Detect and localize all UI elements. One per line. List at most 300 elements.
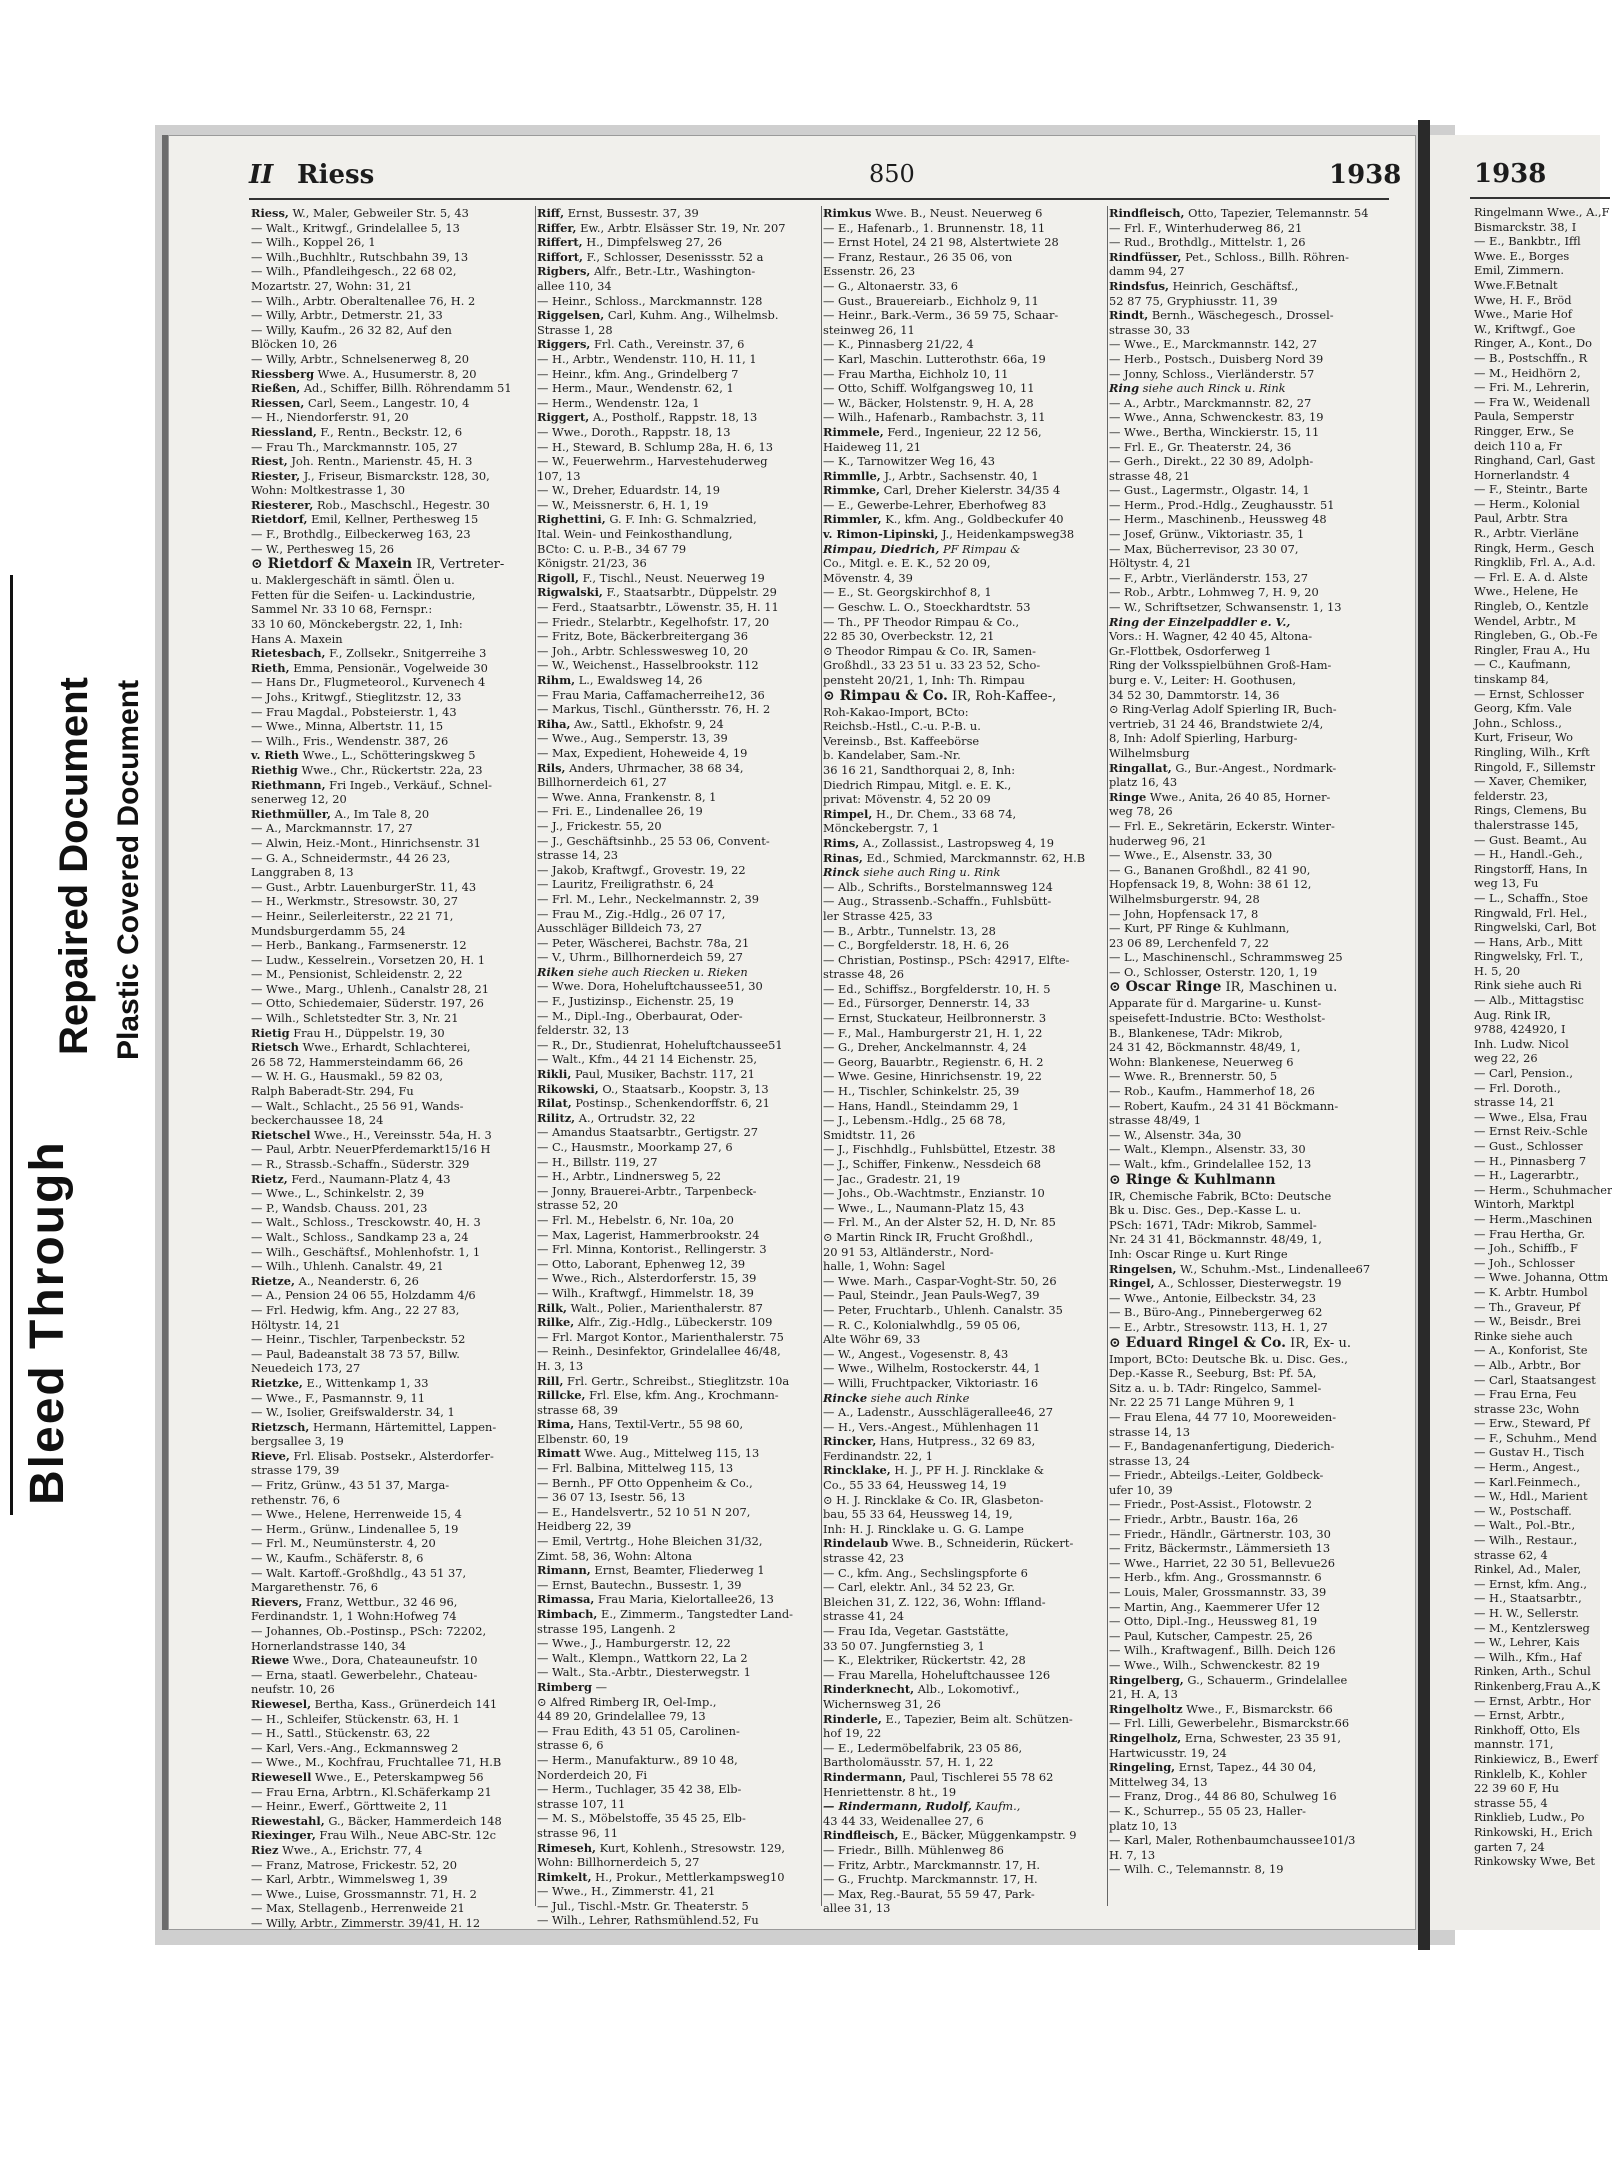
entry-text: — Wwe., Rich., Alsterdorferstr. 15, 39 <box>537 1271 757 1286</box>
directory-entry <box>537 1330 819 1345</box>
entry-text: Wwe., L., Schötteringskweg 5 <box>302 748 476 763</box>
next-page-entry: — Erw., Steward, Pf <box>1474 1416 1590 1431</box>
entry-text: — W., Isolier, Greifswalderstr. 34, 1 <box>251 1405 455 1420</box>
entry-text: — Wilh.,Buchhltr., Rutschbahn 39, 13 <box>251 249 469 264</box>
directory-entry <box>823 1040 1105 1055</box>
directory-entry <box>537 1753 819 1768</box>
directory-entry <box>251 1026 533 1041</box>
entry-text: Wwe., F., Bismarckstr. 66 <box>1186 1701 1333 1716</box>
entry-text: J., Friseur, Bismarckstr. 128, 30, <box>303 468 490 483</box>
entry-text: Alfr., Zig.-Hdlg., Lübeckerstr. 109 <box>577 1315 773 1330</box>
entry-text: — Alb., Schrifts., Borstelmannsweg 124 <box>823 879 1053 894</box>
entry-text: Joh. Rentn., Marienstr. 45, H. 3 <box>291 454 473 469</box>
directory-entry <box>537 527 819 542</box>
directory-entry <box>1109 921 1391 936</box>
directory-entry <box>251 279 533 294</box>
directory-entry <box>1109 512 1391 527</box>
entry-text: — K., Elektriker, Rückertstr. 42, 28 <box>823 1653 1026 1668</box>
entry-text: 36 16 21, Sandthorquai 2, 8, Inh: <box>823 762 1016 777</box>
entry-text: — Walt., Schloss., Tresckowstr. 40, H. 3 <box>251 1215 481 1230</box>
entry-text: Co., Mitgl. e. E. K., 52 20 09, <box>823 556 991 571</box>
next-page-entry: — Carl, Pension., <box>1474 1066 1574 1081</box>
entry-text: — M. S., Möbelstoffe, 35 45 25, Elb- <box>537 1811 746 1826</box>
entry-text: — Frau Ida, Vegetar. Gaststätte, <box>823 1624 1009 1638</box>
entry-text: Frau H., Düppelstr. 19, 30 <box>293 1025 445 1040</box>
directory-entry <box>537 892 819 907</box>
directory-entry <box>251 542 533 557</box>
directory-entry <box>1109 1320 1391 1335</box>
directory-entry <box>823 1872 1105 1887</box>
entry-text: — H., Arbtr., Lindnersweg 5, 22 <box>537 1169 721 1184</box>
entry-text: Blöcken 10, 26 <box>251 337 338 352</box>
entry-text: Ferd., Ingenieur, 22 12 56, <box>887 424 1042 439</box>
directory-entry <box>823 1478 1105 1493</box>
directory-entry <box>1109 600 1391 615</box>
directory-entry <box>537 250 819 265</box>
entry-text: Mundsburgerdamm 55, 24 <box>251 923 406 938</box>
entry-text: felderstr. 32, 13 <box>537 1023 630 1038</box>
entry-text: 43 44 33, Weidenallee 27, 6 <box>823 1813 984 1828</box>
entry-text: — Karl, Maschin. Lutterothstr. 66a, 19 <box>823 351 1046 366</box>
directory-entry <box>823 1566 1105 1581</box>
entry-text: — Ernst Hotel, 24 21 98, Alstertwiete 28 <box>823 235 1059 250</box>
next-page-entry: — Fra W., Weidenall <box>1474 394 1590 409</box>
entry-text: — Paul, Kutscher, Campestr. 25, 26 <box>1109 1628 1313 1643</box>
directory-entry <box>537 1271 819 1286</box>
entry-text: Wwe., Anita, 26 40 85, Horner- <box>1149 789 1331 804</box>
entry-text: — O., Schlosser, Osterstr. 120, 1, 19 <box>1109 964 1318 979</box>
entry-text: Großhdl., 33 23 51 u. 33 23 52, Scho- <box>823 658 1041 673</box>
entry-text: Kaufm., <box>975 1799 1021 1814</box>
entry-text: — Georg, Bauarbtr., Regienstr. 6, H. 2 <box>823 1054 1044 1069</box>
directory-entry <box>537 221 819 236</box>
entry-text: — Willy, Arbtr., Zimmerstr. 39/41, H. 12 <box>251 1915 481 1930</box>
directory-entry <box>823 1770 1105 1785</box>
directory-entry <box>251 1099 533 1114</box>
directory-entry <box>537 1709 819 1724</box>
directory-entry <box>823 1376 1105 1391</box>
directory-entry <box>537 877 819 892</box>
entry-text: PF Rimpau & <box>942 541 1021 556</box>
entry-text: — Friedr., Billh. Mühlenweg 86 <box>823 1842 1004 1857</box>
entry-text: — F., Bandagenanfertigung, Diederich- <box>1109 1439 1335 1454</box>
directory-entry <box>251 807 533 822</box>
entry-text: G., Bäcker, Hammerdeich 148 <box>328 1813 502 1828</box>
directory-entry <box>251 1799 533 1814</box>
next-page-entry: Ringklib, Frl. A., A.d. <box>1474 555 1596 570</box>
entry-text: ⊙ Ring-Verlag Adolf Spierling IR, Buch- <box>1109 702 1337 717</box>
entry-text: 23 06 89, Lerchenfeld 7, 22 <box>1109 935 1270 950</box>
directory-entry <box>537 1695 819 1710</box>
next-page-entry: — Alb., Mittagstisc <box>1474 993 1584 1008</box>
directory-entry <box>537 1490 819 1505</box>
entry-text: — Ed., Fürsorger, Dennerstr. 14, 33 <box>823 996 1030 1011</box>
directory-entry <box>1109 1556 1391 1571</box>
directory-entry <box>251 632 533 647</box>
entry-text: — 36 07 13, Isestr. 56, 13 <box>537 1490 686 1505</box>
directory-entry <box>823 585 1105 600</box>
directory-entry <box>823 894 1105 909</box>
directory-entry <box>1109 1702 1391 1717</box>
entry-text: Essenstr. 26, 23 <box>823 264 916 279</box>
directory-entry <box>251 1084 533 1099</box>
entry-surname: Righettini, <box>537 512 606 527</box>
next-page-entry: Rinkel, Ad., Maler, <box>1474 1562 1582 1577</box>
entry-text: burg e. V., Leiter: H. Goothusen, <box>1109 673 1297 687</box>
entry-text: — J., Frickestr. 55, 20 <box>537 818 662 833</box>
directory-entry <box>537 658 819 673</box>
directory-entry <box>251 1376 533 1391</box>
repaired-document-stamp: Repaired Document <box>52 677 96 1055</box>
entry-surname: Riggert, <box>537 410 590 425</box>
entry-text: A., Neanderstr. 6, 26 <box>298 1273 419 1288</box>
directory-entry <box>251 996 533 1011</box>
directory-entry <box>537 1140 819 1155</box>
directory-entry <box>251 1069 533 1084</box>
entry-text: — Emil, Vertrtg., Hohe Bleichen 31/32, <box>537 1534 763 1549</box>
entry-text: — J., Geschäftsinhb., 25 53 06, Convent- <box>537 833 770 848</box>
entry-text: steinweg 26, 11 <box>823 322 915 337</box>
entry-text: — Ernst, Bautechn., Bussestr. 1, 39 <box>537 1577 742 1592</box>
directory-entry <box>823 615 1105 630</box>
directory-entry <box>1109 483 1391 498</box>
directory-entry <box>251 1420 533 1435</box>
directory-entry <box>251 1011 533 1026</box>
directory-entry <box>251 1230 533 1245</box>
entry-text: Postinsp., Schenkendorffstr. 6, 21 <box>575 1096 770 1111</box>
entry-surname: Riester, <box>251 468 301 483</box>
next-page-entry: Wwe, H. F., Bröd <box>1474 292 1572 307</box>
entry-text: — Max, Expedient, Hoheweide 4, 19 <box>537 745 748 760</box>
directory-entry <box>1109 892 1391 907</box>
entry-text: — Frau M., Zig.-Hdlg., 26 07 17, <box>537 906 726 921</box>
entry-text: Bleichen 31, Z. 122, 36, Wohn: Iffland- <box>823 1594 1046 1609</box>
next-page-entry: Rinken, Arth., Schul <box>1474 1664 1591 1679</box>
entry-surname: Rima, <box>537 1417 575 1432</box>
directory-entry <box>823 1011 1105 1026</box>
next-page-entry: Rinkhoff, Otto, Els <box>1474 1722 1580 1737</box>
directory-entry <box>823 953 1105 968</box>
directory-entry <box>823 1084 1105 1099</box>
entry-text: ufer 10, 39 <box>1109 1482 1173 1497</box>
entry-text: — Wwe. Anna, Frankenstr. 8, 1 <box>537 789 717 804</box>
next-page-entry: — M., Kentzlersweg <box>1474 1620 1590 1635</box>
entry-text: Wilhelmsburgerstr. 94, 28 <box>1109 891 1260 906</box>
directory-entry <box>823 1595 1105 1610</box>
column-2 <box>537 206 819 1928</box>
next-page-entry: Rinklieb, Ludw., Po <box>1474 1810 1585 1825</box>
next-page-entry: Ringk, Herm., Gesch <box>1474 540 1595 555</box>
entry-text: Sammel Nr. 33 10 68, Fernspr.: <box>251 602 433 617</box>
directory-entry <box>823 1463 1105 1478</box>
entry-surname: Rietschel <box>251 1127 311 1142</box>
entry-surname: Riewesell <box>251 1769 312 1784</box>
entry-surname: Rikowski, <box>537 1081 599 1096</box>
next-page-entry: Rinkowsky Wwe, Bet <box>1474 1854 1595 1869</box>
next-page-entry: Rinkenberg,Frau A.,K <box>1474 1678 1600 1693</box>
entry-text: beckerchaussee 18, 24 <box>251 1113 384 1128</box>
directory-entry <box>823 1682 1105 1697</box>
next-page-entry: strasse 55, 4 <box>1474 1795 1548 1810</box>
entry-text: — Wilh., Uhlenh. Canalstr. 49, 21 <box>251 1259 444 1274</box>
directory-entry <box>1109 1410 1391 1425</box>
entry-text: — Hans, Handl., Steindamm 29, 1 <box>823 1098 1020 1113</box>
directory-entry <box>251 1463 533 1478</box>
directory-entry <box>251 206 533 221</box>
entry-surname: Rimmele, <box>823 424 884 439</box>
entry-text: — E., Ledermöbelfabrik, 23 05 86, <box>823 1740 1023 1755</box>
entry-text: siehe auch Riecken u. Rieken <box>577 964 748 979</box>
directory-entry <box>823 734 1105 749</box>
directory-entry <box>537 1446 819 1461</box>
entry-text: — Jac., Gradestr. 21, 19 <box>823 1171 961 1186</box>
next-page-entry: Ringleb, O., Kentzle <box>1474 599 1589 614</box>
directory-entry <box>537 1155 819 1170</box>
entry-text: Wilhelmsburg <box>1109 745 1190 760</box>
entry-text: strasse 107, 11 <box>537 1796 626 1811</box>
entry-surname: Riest, <box>251 454 288 469</box>
entry-text: — Frl. M., Neumünsterstr. 4, 20 <box>251 1536 436 1551</box>
entry-text: — Karl, Arbtr., Wimmelsweg 1, 39 <box>251 1872 448 1887</box>
entry-text: hof 19, 22 <box>823 1726 882 1741</box>
directory-entry <box>823 250 1105 265</box>
directory-entry <box>823 556 1105 571</box>
entry-text: — R., Dr., Studienrat, Hoheluftchaussee51 <box>537 1037 783 1052</box>
directory-entry <box>251 1639 533 1654</box>
directory-entry <box>823 294 1105 309</box>
entry-text: — V., Uhrm., Billhornerdeich 59, 27 <box>537 950 743 965</box>
directory-entry <box>823 821 1105 836</box>
directory-entry <box>251 1770 533 1785</box>
entry-text: Bernh., Wäschegesch., Drossel- <box>1151 308 1334 323</box>
entry-text: Co., 55 33 64, Heussweg 14, 19 <box>823 1478 1007 1493</box>
directory-entry <box>537 1125 819 1140</box>
entry-text: — Ferd., Staatsarbtr., Löwenstr. 35, H. 11 <box>537 600 779 615</box>
entry-text: — Wwe., Wilhelm, Rostockerstr. 44, 1 <box>823 1361 1041 1376</box>
entry-text: Paul, Musiker, Bachstr. 117, 21 <box>574 1067 755 1082</box>
entry-text: — Robert, Kaufm., 24 31 41 Böckmann- <box>1109 1098 1339 1113</box>
directory-entry <box>251 1901 533 1916</box>
entry-surname: Rießen, <box>251 381 301 396</box>
entry-text: 22 85 30, Overbeckstr. 12, 21 <box>823 629 995 644</box>
directory-entry <box>823 865 1105 880</box>
directory-entry <box>251 396 533 411</box>
directory-entry <box>823 1507 1105 1522</box>
directory-entry <box>823 425 1105 440</box>
entry-text: — Kurt, PF Ringe & Kuhlmann, <box>1109 921 1290 936</box>
entry-text: Inh: Oscar Ringe u. Kurt Ringe <box>1109 1246 1288 1261</box>
entry-surname: Ringe <box>1109 789 1147 804</box>
directory-entry <box>823 1639 1105 1654</box>
directory-entry <box>1109 1366 1391 1381</box>
directory-entry <box>1109 834 1391 849</box>
directory-entry <box>537 1023 819 1038</box>
entry-text: — H., Steward, B. Schlump 28a, H. 6, 13 <box>537 439 773 454</box>
entry-text: — Wilh., Arbtr. Oberaltenallee 76, H. 2 <box>251 293 476 308</box>
entry-text: — Willy, Arbtr., Schnelsenerweg 8, 20 <box>251 351 469 366</box>
entry-text: — Frau Magdal., Pobsteierstr. 1, 43 <box>251 704 457 719</box>
entry-text: — Max, Reg.-Baurat, 55 59 47, Park- <box>823 1886 1035 1901</box>
next-page-entry: — Th., Graveur, Pf <box>1474 1299 1580 1314</box>
entry-text: Haideweg 11, 21 <box>823 439 922 454</box>
entry-surname: Riethmüller, <box>251 806 331 821</box>
entry-text: ler Strasse 425, 33 <box>823 908 933 923</box>
directory-entry <box>251 294 533 309</box>
entry-text: strasse 6, 6 <box>537 1738 604 1753</box>
entry-text: — P., Wandsb. Chauss. 201, 23 <box>251 1200 428 1215</box>
entry-text: — H., Vers.-Angest., Mühlenhagen 11 <box>823 1419 1041 1434</box>
directory-entry <box>537 425 819 440</box>
directory-entry <box>823 1215 1105 1230</box>
entry-text: 26 58 72, Hammersteindamm 66, 26 <box>251 1054 464 1069</box>
entry-text: — E., Arbtr., Stresowstr. 113, H. 1, 27 <box>1109 1319 1328 1334</box>
directory-entry <box>537 1884 819 1899</box>
directory-entry <box>823 483 1105 498</box>
directory-entry <box>251 1580 533 1595</box>
directory-entry <box>537 863 819 878</box>
directory-entry <box>251 1697 533 1712</box>
entry-text: Henriettenstr. 8 ht., 19 <box>823 1784 957 1799</box>
next-page-entry: Ringleben, G., Ob.-Fe <box>1474 628 1598 643</box>
directory-entry <box>251 1055 533 1070</box>
entry-text: Ferd., Naumann-Platz 4, 43 <box>291 1171 451 1186</box>
directory-entry <box>251 1478 533 1493</box>
directory-entry <box>537 1228 819 1243</box>
directory-entry <box>1109 498 1391 513</box>
directory-entry <box>823 1668 1105 1683</box>
directory-entry <box>823 279 1105 294</box>
directory-entry <box>251 1785 533 1800</box>
directory-entry <box>537 206 819 221</box>
next-page-entry: weg 13, Fu <box>1474 876 1539 891</box>
entry-text: Wwe., H., Vereinsstr. 54a, H. 3 <box>314 1127 492 1142</box>
entry-text: — Jonny, Brauerei-Arbtr., Tarpenbeck- <box>537 1183 757 1198</box>
directory-entry <box>537 688 819 703</box>
entry-text: Bk u. Disc. Ges., Dep.-Kasse L. u. <box>1109 1203 1302 1218</box>
next-page-year: 1938 <box>1474 159 1547 189</box>
directory-entry <box>251 705 533 720</box>
entry-surname: Rils, <box>537 760 566 775</box>
entry-surname: Rindfleisch, <box>1109 206 1185 220</box>
directory-entry <box>537 352 819 367</box>
entry-text: Import, BCto: Deutsche Bk. u. Disc. Ges., <box>1109 1351 1348 1366</box>
next-page-entry: — A., Konforist, Ste <box>1474 1343 1588 1358</box>
directory-entry <box>251 880 533 895</box>
directory-entry <box>1109 367 1391 382</box>
directory-entry <box>537 483 819 498</box>
entry-text: ⊙ Martin Rinck IR, Frucht Großhdl., <box>823 1229 1034 1244</box>
entry-text: — Frau Edith, 43 51 05, Carolinen- <box>537 1723 740 1738</box>
entry-text: Erna, Schwester, 23 35 91, <box>1184 1730 1341 1745</box>
entry-text: — J., Fischhdlg., Fuhlsbüttel, Etzestr. 38 <box>823 1142 1056 1157</box>
entry-text: Pet., Schloss., Billh. Röhren- <box>1185 249 1349 264</box>
directory-entry <box>1109 936 1391 951</box>
directory-entry <box>251 1843 533 1858</box>
directory-entry <box>1109 1084 1391 1099</box>
next-page-entry: Aug. Rink IR, <box>1474 1007 1551 1022</box>
entry-surname: Rietig <box>251 1025 290 1040</box>
entry-text: Vors.: H. Wagner, 42 40 45, Altona- <box>1109 629 1313 644</box>
entry-text: J., Heidenkampsweg38 <box>942 527 1075 542</box>
entry-text: 33 50 07. Jungfernstieg 3, 1 <box>823 1638 985 1653</box>
directory-entry <box>1109 1527 1391 1542</box>
directory-entry <box>823 1785 1105 1800</box>
next-page-entry: Rinke siehe auch <box>1474 1328 1573 1343</box>
directory-entry <box>1109 294 1391 309</box>
directory-entry <box>1109 1113 1391 1128</box>
entry-text: — E., St. Georgskirchhof 8, 1 <box>823 585 992 600</box>
directory-entry <box>1109 658 1391 673</box>
entry-surname: Ring der Einzelpaddler e. V., <box>1109 614 1291 629</box>
directory-entry <box>1109 585 1391 600</box>
entry-text: — Amandus Staatsarbtr., Gertigstr. 27 <box>537 1125 758 1140</box>
directory-entry <box>251 1157 533 1172</box>
entry-text: — Frl. E., Sekretärin, Eckerstr. Winter- <box>1109 818 1335 833</box>
entry-text: Norderdeich 20, Fi <box>537 1767 648 1782</box>
column-1 <box>251 206 533 1930</box>
entry-text: — Friedr., Post-Assist., Flotowstr. 2 <box>1109 1497 1312 1512</box>
entry-text: — E., Hafenarb., 1. Brunnenstr. 18, 11 <box>823 220 1046 235</box>
entry-text: huderweg 96, 21 <box>1109 833 1207 848</box>
entry-text: Hans, Textil-Vertr., 55 98 60, <box>577 1417 744 1432</box>
entry-text: Wichernsweg 31, 26 <box>823 1696 941 1711</box>
next-page-entry: — H., Handl.-Geh., <box>1474 847 1583 862</box>
entry-text: — Herm., Tuchlager, 35 42 38, Elb- <box>537 1782 742 1797</box>
entry-text: strasse 41, 24 <box>823 1609 904 1624</box>
next-page-entry: Kurt, Friseur, Wo <box>1474 730 1573 745</box>
directory-entry <box>251 778 533 793</box>
directory-entry <box>1109 1352 1391 1367</box>
entry-text: — W., Perthesweg 15, 26 <box>251 541 395 556</box>
entry-text: Mozartstr. 27, Wohn: 31, 21 <box>251 278 413 293</box>
next-page-entry: — K. Arbtr. Humbol <box>1474 1284 1588 1299</box>
entry-text: — Wwe., J., Hamburgerstr. 12, 22 <box>537 1636 731 1651</box>
entry-text: — Hans Dr., Flugmeteorol., Kurvenech 4 <box>251 675 486 690</box>
entry-text: — Frau Martha, Eichholz 10, 11 <box>823 366 1009 381</box>
entry-text: 34 52 30, Dammtorstr. 14, 36 <box>1109 687 1280 702</box>
directory-entry <box>251 367 533 382</box>
directory-entry <box>537 1432 819 1447</box>
next-page-entry: — Frau Hertha, Gr. <box>1474 1226 1586 1241</box>
next-page-entry: — Walt., Pol.-Btr., <box>1474 1518 1576 1533</box>
entry-text: — Wilh., Schletstedter Str. 3, Nr. 21 <box>251 1011 459 1026</box>
entry-text: — Franz, Drog., 44 86 80, Schulweg 16 <box>1109 1789 1337 1804</box>
next-page-entry: — W., Lehrer, Kais <box>1474 1635 1580 1650</box>
directory-entry <box>537 1578 819 1593</box>
directory-entry <box>251 924 533 939</box>
directory-entry <box>251 1712 533 1727</box>
entry-text: Otto, Tapezier, Telemannstr. 54 <box>1188 206 1369 220</box>
directory-entry <box>1109 527 1391 542</box>
entry-text: Höltystr. 14, 21 <box>251 1317 341 1332</box>
entry-text: — Friedr., Händlr., Gärtnerstr. 103, 30 <box>1109 1526 1331 1541</box>
entry-text: — W., Dreher, Eduardstr. 14, 19 <box>537 483 720 498</box>
entry-text: strasse 195, Langenh. 2 <box>537 1621 676 1636</box>
directory-entry <box>251 1172 533 1187</box>
entry-surname: Riewestahl, <box>251 1813 325 1828</box>
directory-entry <box>537 907 819 922</box>
entry-text: Wwe. B., Neust. Neuerweg 6 <box>875 206 1043 220</box>
entry-text: ⊙ Theodor Rimpau & Co. IR, Samen- <box>823 643 1036 658</box>
entry-text: — W., Meissnerstr. 6, H. 1, 19 <box>537 497 709 512</box>
entry-text: Anders, Uhrmacher, 38 68 34, <box>569 760 744 775</box>
directory-entry <box>251 894 533 909</box>
directory-entry <box>537 1461 819 1476</box>
entry-text: H., Dimpfelsweg 27, 26 <box>586 235 722 250</box>
directory-entry <box>1109 907 1391 922</box>
next-page-entry: — Xaver, Chemiker, <box>1474 774 1588 789</box>
entry-text: — Carl, elektr. Anl., 34 52 23, Gr. <box>823 1580 1015 1595</box>
